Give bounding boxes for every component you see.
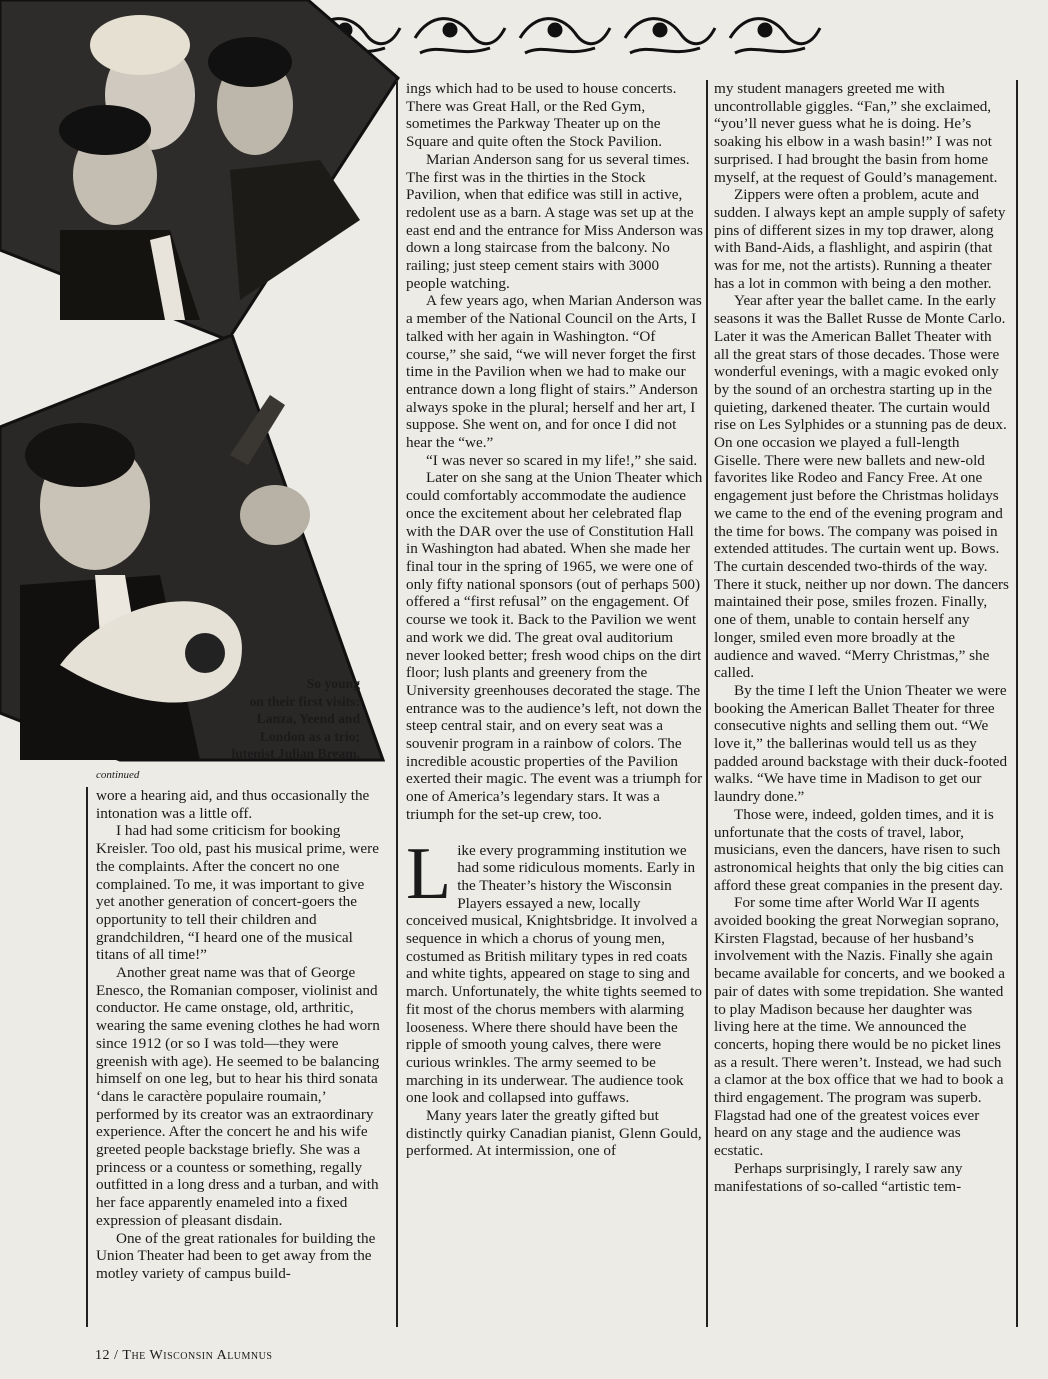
paragraph: For some time after World War II agents avoided booking the great Norwegian soprano, Kirsten Flagstad, because of her husband’s involvement with the Nazis. Finally she again became available for concerts, and we booked a pair of dates with some trepidation. She wanted to play Madison because her daughter was living here at the time. We announced the concerts, hoping there would be no picket lines as a result. There weren’t. Instead, we had such a clamor at the box office that we had to book a third engagement. The program was superb. Flagstad had one of the greatest voices ever heard on any stage and the audience was ecstatic. — [714, 894, 1005, 1160]
caption-line: on their first visits: — [249, 693, 360, 709]
paragraph: “I was never so scared in my life!,” she said. — [426, 451, 698, 469]
page-footer — [95, 1348, 272, 1364]
ornament-5 — [730, 19, 820, 53]
paragraph: By the time I left the Union Theater we were booking the American Ballet Theater for three consecutive nights and selling them out. “We love it,” the ballerinas would tell us as they padded around backstage with their duck-footed walks. “We have time in Madison to get our laundry done.” — [714, 681, 1008, 806]
page-number: 12 — [95, 1348, 110, 1363]
paragraph: Zippers were often a problem, acute and sudden. I always kept an ample supply of safety pins of different sizes in my top drawer, along with Band-Aids, a flashlight, and aspirin (that was for me, not the artists). Running a theater has a lot in common with being a den mother. — [714, 186, 1006, 292]
continued-label: continued — [96, 769, 140, 781]
photo-caption — [160, 675, 360, 763]
paragraph: ings which had to be used to house concerts. There was Great Hall, or the Red Gym, sometimes the Parkway Theater up on the Square and quite often the Stock Pavilion. — [406, 80, 677, 151]
paragraph: Many years later the greatly gifted but distinctly quirky Canadian pianist, Glenn Gould, performed. At intermission, one of — [406, 1107, 702, 1160]
paragraph: One of the great rationales for building the Union Theater had been to get away from the motley variety of campus build- — [96, 1229, 376, 1282]
column-2 — [406, 80, 703, 1160]
paragraph: Marian Anderson sang for us several times. The first was in the thirties in the Stock Pavilion, when that edifice was still in active, redolent use as a barn. A stage was set up at the east end and the entrance for Miss Anderson was down a long staircase from the balcony. No railing; just steep cement stairs with 3000 people watching. — [406, 150, 703, 292]
column-1 — [96, 787, 384, 1283]
ornament-4 — [625, 19, 715, 53]
paragraph: Later on she sang at the Union Theater which could comfortably accommodate the audience once the excitement about her celebrated flap with the DAR over the use of Constitution Hall in Washington had abated. When she made her final tour in the spring of 1965, we were one of only fifty national sponsors (out of perhaps 500) offered a “first refusal” on the engagement. Of course we took it. Back to the Pavilion we went and work we did. The great oval auditorium never looked better; fresh wood chips on the dirt floor; lush plants and greenery from the University greenhouses decorated the stage. The entrance was to the audience’s left, not down the steep central stair, and on every seat was a souvenir program in a rainbow of colors. The incredible acoustic properties of the Pavilion exerted their magic. The event was a triumph for one of America’s legendary stars. It was a triumph for the set-up crew, too. — [406, 469, 703, 823]
paragraph-dropcap — [406, 832, 703, 1108]
paragraph: my student managers greeted me with uncontrollable giggles. “Fan,” she exclaimed, “you’ll never guess what he is doing. He’s soaking his elbow in a wash basin!” I was not surprised. I had brought the basin from home myself, at the request of Gould’s management. — [714, 80, 998, 186]
column-3 — [714, 80, 1010, 1195]
column-rule — [1016, 80, 1018, 1327]
column-rule — [706, 80, 708, 1327]
publication-name: The Wisconsin Alumnus — [122, 1348, 273, 1363]
caption-line: London as a trio; — [259, 728, 360, 744]
footer-separator: / — [114, 1348, 119, 1363]
ornament-2 — [415, 19, 505, 53]
paragraph: Perhaps surprisingly, I rarely saw any manifestations of so-called “artistic tem- — [714, 1159, 963, 1195]
caption-line: Lanza, Yeend and — [256, 711, 360, 726]
paragraph: Another great name was that of George Enesco, the Romanian composer, violinist and conductor. He came onstage, old, arthritic, wearing the same evening clothes he had worn since 1912 (or so I was told—they were greenish with age). He seemed to be balancing himself on one leg, but to hear his third sonata ‘dans le caractère populaire roumain,’ performed by its creator was an extraordinary experience. After the concert he and his wife greeted people backstage briefly. She was a princess or a countess or something, regally outfitted in a long dress and a turban, and with her face apparently enameled into a fixed expression of pleasant disdain. — [96, 964, 380, 1229]
drop-cap: L — [406, 832, 452, 915]
ornament-3 — [520, 19, 610, 53]
paragraph: wore a hearing aid, and thus occasionally the intonation was a little off. — [96, 787, 370, 822]
column-rule — [396, 80, 398, 1327]
trio-photo — [0, 0, 400, 350]
paragraph: Those were, indeed, golden times, and it is unfortunate that the costs of travel, labor, musicians, even the dancers, have risen to such astronomical heights that only the big cities can afford these great companies in the present day. — [714, 805, 1004, 894]
paragraph: I had had some criticism for booking Kreisler. Too old, past his musical prime, were the complaints. After the concert no one complained. To me, it was important to give yet another generation of concert-goers the opportunity to tell their children and grandchildren, “I heard one of the musical titans of all time!” — [96, 822, 379, 964]
column-rule — [86, 787, 88, 1327]
paragraph: A few years ago, when Marian Anderson was a member of the National Council on the Arts, I talked with her again in Washington. “Of course,” she said, “we will never forget the first time in the Pavilion when we had to make our entrance down a long flight of stairs.” Anderson always spoke in the plural; herself and her art, I suppose. She went on, and for once I did not hear the “we.” — [406, 292, 702, 452]
paragraph: Year after year the ballet came. In the early seasons it was the Ballet Russe de Monte Carlo. Later it was the American Ballet Theater with all the great stars of those decades. Those were wonderful evenings, with a magic evoked only by the sound of an orchestra starting up in the quieting, darkened theater. The curtain would rise on Les Sylphides or a stunning pas de deux. On one occasion we played a full-length Giselle. There were new ballets and new-old favorites like Rodeo and Fancy Free. At one engagement just before the Christmas holidays we came to the end of the evening program and the time for bows. The company was poised in extended attitudes. The curtain went up. Bows. The curtain descended two-thirds of the way. There it stuck, neither up nor down. The dancers maintained their pose, smiles frozen. Finally, one of them, unable to contain herself any longer, smiled even more broadly at the audience and waved. “Merry Christmas,” she called. — [714, 292, 1009, 682]
paragraph-text: ike every programming institution we had some ridiculous moments. Early in the Theater’s history the Wisconsin Players essayed a new, locally conceived musical, Knightsbridge. It involved a sequence in which a chorus of young men, costumed as British military types in red coats and white tights, appeared on stage to sing and march. Unfortunately, the white tights seemed to fit most of the chorus members with alarming looseness. Where there should have been the ripple of smooth young calves, there were curious wrinkles. The army seemed to be marching in its underwear. The audience took one look and collapsed into guffaws. — [406, 841, 702, 1107]
caption-line: lutenist Julian Bream. — [231, 746, 360, 761]
caption-line: So young — [306, 676, 360, 691]
